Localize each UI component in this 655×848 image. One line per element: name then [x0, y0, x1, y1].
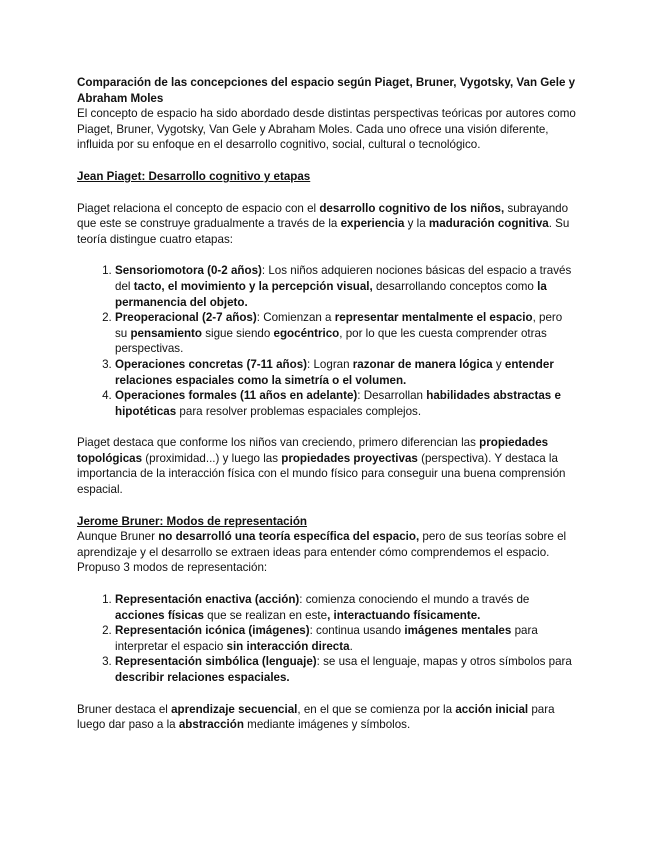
- list-item: 3. Representación simbólica (lenguaje): se usa el lenguaje, mapas y otros símbolos para describir relaciones espaciales.: [115, 654, 577, 685]
- bruner-conclusion-paragraph: Bruner destaca el aprendizaje secuencial, en el que se comienza por la acción inicial para luego dar paso a la abstracción mediante imágenes y símbolos.: [77, 702, 555, 732]
- list-item: 2. Representación icónica (imágenes): continua usando imágenes mentales para interpretar el espacio sin interacción directa.: [115, 623, 577, 654]
- bruner-heading: Jerome Bruner: Modos de representación: [77, 514, 308, 528]
- bruner-modes-list: [77, 592, 577, 686]
- list-item: 1. Sensoriomotora (0-2 años): Los niños adquieren nociones básicas del espacio a través del tacto, el movimiento y la percepción visual, desarrollando conceptos como la permanencia del objeto.: [115, 263, 577, 310]
- list-item: 1. Representación enactiva (acción): comienza conociendo el mundo a través de acciones físicas que se realizan en este, interactuando físicamente.: [115, 592, 577, 623]
- piaget-intro-paragraph: Piaget relaciona el concepto de espacio con el desarrollo cognitivo de los niños, subrayando que este se construye gradualmente a través de la experiencia y la maduración cognitiva. Su teoría distingue cuatro etapas:: [77, 201, 570, 246]
- list-item: 2. Preoperacional (2-7 años): Comienzan a representar mentalmente el espacio, pero su pensamiento sigue siendo egocéntrico, por lo que les cuesta comprender otras perspectivas.: [115, 310, 577, 357]
- document-title: Comparación de las concepciones del espacio según Piaget, Bruner, Vygotsky, Van Gele y Abraham Moles: [77, 76, 576, 105]
- intro-paragraph: El concepto de espacio ha sido abordado desde distintas perspectivas teóricas por autores como Piaget, Bruner, Vygotsky, Van Gele y Abraham Moles. Cada uno ofrece una visión diferente, influida por su enfoque en el desarrollo cognitivo, social, cultural o tecnológico.: [77, 107, 576, 152]
- list-item: 4. Operaciones formales (11 años en adelante): Desarrollan habilidades abstractas e hipotéticas para resolver problemas espaciales complejos.: [115, 388, 577, 419]
- bruner-intro-paragraph: Aunque Bruner no desarrolló una teoría específica del espacio, pero de sus teorías sobre el aprendizaje y el desarrollo se extraen ideas para entender cómo comprendemos el espacio. Propuso 3 modos de representación:: [77, 530, 567, 575]
- piaget-stages-list: [77, 263, 577, 419]
- list-item: 3. Operaciones concretas (7-11 años): Logran razonar de manera lógica y entender relaciones espaciales como la simetría o el volumen.: [115, 357, 577, 388]
- piaget-heading: Jean Piaget: Desarrollo cognitivo y etapas: [77, 169, 311, 183]
- piaget-conclusion-paragraph: Piaget destaca que conforme los niños van creciendo, primero diferencian las propiedades topológicas (proximidad...) y luego las propiedades proyectivas (perspectiva). Y destaca la importancia de la interacción física con el mundo físico para conseguir una buena comprensión espacial.: [77, 436, 566, 497]
- document-body: [77, 75, 577, 733]
